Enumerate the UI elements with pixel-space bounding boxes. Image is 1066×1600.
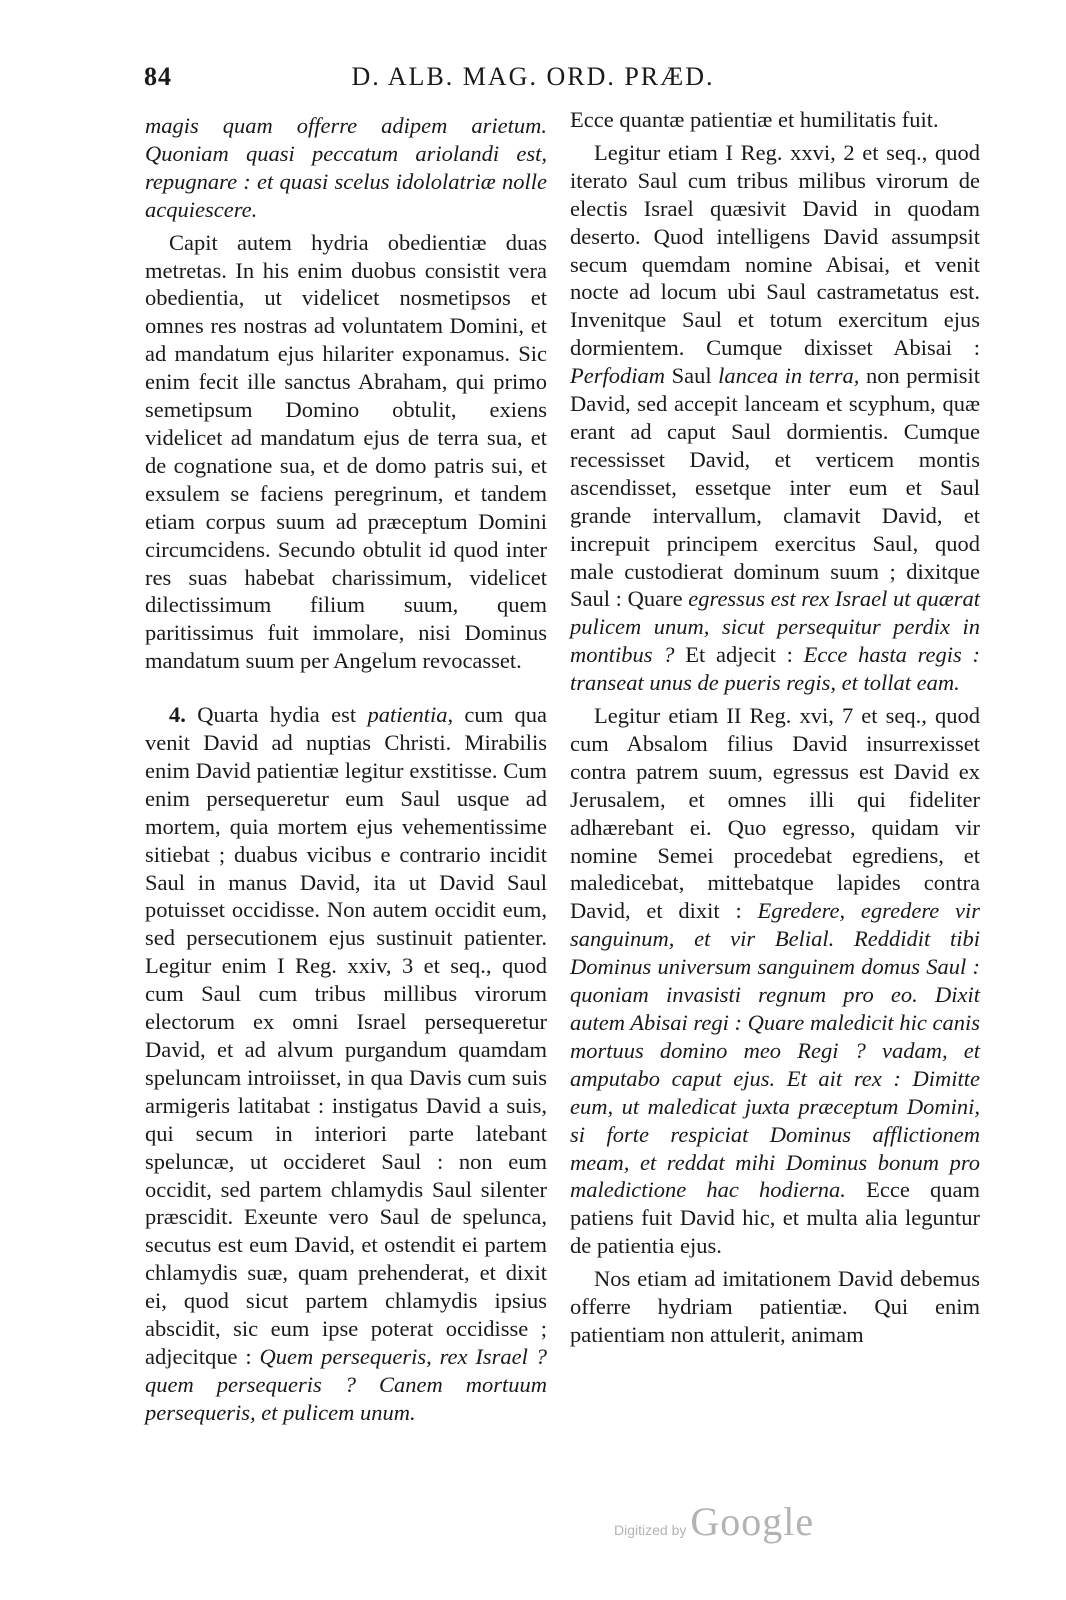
paragraph (145, 112, 547, 224)
italic-text: lancea in terra, (718, 363, 860, 389)
body-text: Legitur etiam I Reg. xxvi, 2 et seq., quod iterato Saul cum tribus milibus virorum de electis Israel quæsivit David in quodam deserto. Quod intelligens David assumpsit secum quemdam nomine Abisai, et venit nocte ad locum ubi Saul castrametatus est. Invenitque Saul et totum exercitum ejus dormientem. Cumque dixisset Abisai : (570, 139, 980, 361)
italic-text: magis quam offerre adipem arietum. Quoniam quasi peccatum ariolandi est, repugnare : et quasi scelus idololatriæ nolle acquiescere. (145, 113, 547, 222)
left-column (145, 112, 547, 1432)
italic-text: patientia (367, 702, 448, 728)
italic-text: Quem persequeris, rex Israel ? quem persequeris ? Canem mortuum persequeris, et pulicem unum. (145, 1343, 548, 1425)
paragraph (570, 1265, 980, 1349)
body-text: Legitur etiam II Reg. xvi, 7 et seq., quod cum Absalom filius David insurrexisset contra patrem suum, egressus est David ex Jerusalem, et omnes illi qui fideliter adhærebant ei. Quo egresso, quidam vir nomine Semei procedebat egrediens, et maledicebat, mittebatque lapides contra David, et dixit : (570, 703, 980, 924)
body-text: Saul (665, 363, 719, 389)
body-text: Ecce quam patiens fuit David hic, et multa alia leguntur de patientia ejus. (570, 1177, 980, 1259)
paragraph (570, 139, 980, 697)
digitized-watermark (614, 1498, 814, 1545)
italic-text: Ecce hasta regis : transeat unus de pueris regis, et tollat eam. (570, 642, 980, 696)
watermark-caption: Digitized by (614, 1522, 687, 1538)
body-text: Capit autem hydria obedientiæ duas metretas. In his enim duobus consistit vera obedientia, ut videlicet nosmetipsos et omnes res nostras ad voluntatem Domini, et ad mandatum ejus hilariter exponamus. Sic enim fecit ille sanctus Abraham, qui primo semetipsum Domino obtulit, exiens videlicet ad mandatum ejus de terra sua, et de cognatione sua, et de domo patris sui, et exsulem se faciens peregrinum, et tandem etiam corpus suum ad præceptum Domini circumcidens. Secundo obtulit id quod inter res suas habebat charissimum, videlicet dilectissimum filium suum, quem paritissimus fuit immolare, nisi Dominus mandatum suum per Angelum revocasset. (145, 229, 547, 674)
body-text: Quarta hydia est (185, 702, 368, 728)
paragraph (145, 229, 547, 676)
page-number: 84 (144, 62, 172, 91)
paragraph (145, 701, 547, 1427)
right-column (570, 106, 980, 1354)
body-text: , cum qua venit David ad nuptias Christi. Mirabilis enim David patientiæ legitur exstitisse. Cum enim persequeretur eum Saul usque ad mortem, quia mortem ejus vehementissime sitiebat ; duabus vicibus e contrario incidit Saul in manus David, ita ut David Saul potuisset occidisse. Non autem occidit eum, sed persecutionem ejus sustinuit patienter. Legitur enim I Reg. xxiv, 3 et seq., quod cum Saul cum tribus millibus virorum electorum ex omni Israel persequeretur David, et ad alvum purgandum quamdam speluncam introiisset, in qua Davis cum suis armigeris latitabat : instigatus David a suis, qui secum in interiori parte latebant speluncæ, ut occideret Saul : non eum occidit, sed partem chlamydis Saul silenter præscidit. Exeunte vero Saul de spelunca, secutus est eum David, et ostendit ei partem chlamydis suæ, quam prehenderat, et dixit ei, quod sicut partem chlamydis ipsius abscidit, sic eum ipse poterat occidisse ; adjecitque : (145, 702, 547, 1369)
paragraph (570, 702, 980, 1260)
italic-text: egressus est rex Israel ut quærat pulicem unum, sicut persequitur perdix in montibus ? (570, 586, 981, 668)
italic-text: Perfodiam (570, 363, 665, 389)
italic-text: Egredere, egredere vir sanguinum, et vir Belial. Reddidit tibi Dominus universum sanguinem domus Saul : quoniam invasisti regnum pro eo. Dixit autem Abisai regi : Quare maledicit hic canis mortuus domino meo Regi ? vadam, et amputabo caput ejus. Et ait rex : Dimitte eum, ut maledicat juxta præceptum Domini, si forte respiciat Dominus afflictionem meam, et reddat mihi Dominus bonum pro maledictione hac hodierna. (570, 898, 980, 1203)
body-text: Nos etiam ad imitationem David debemus offerre hydriam patientiæ. Qui enim patientiam non attulerit, animam (570, 1266, 980, 1347)
body-text: Ecce quantæ patientiæ et humilitatis fuit. (570, 107, 939, 132)
paragraph (570, 106, 980, 134)
body-text: Et adjecit : (674, 642, 804, 668)
running-head: D. ALB. MAG. ORD. PRÆD. (351, 62, 715, 91)
google-logo: Google (690, 1499, 815, 1544)
section-number: 4. (169, 702, 186, 728)
body-text: non permisit David, sed accepit lanceam et scyphum, quæ erant ad caput Saul dormientis. Cumque recessisset David, et verticem montis ascendisset, essetque inter eum et Saul grande intervallum, clamavit David, et increpuit principem exercitus Saul, quod male custodierat dominum suum ; dixitque Saul : Quare (570, 363, 980, 612)
